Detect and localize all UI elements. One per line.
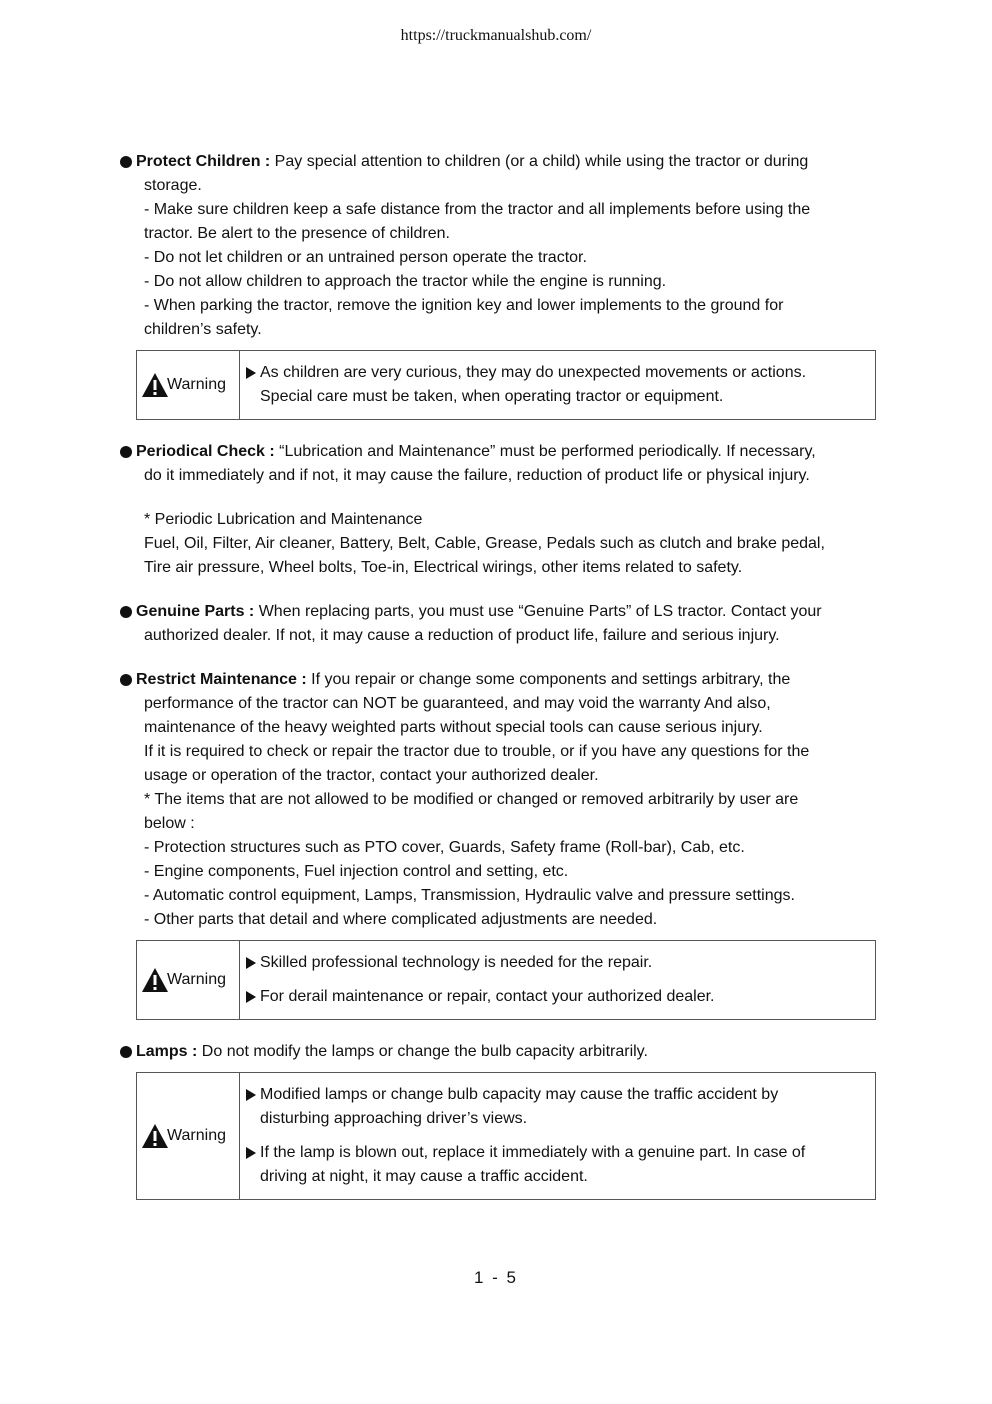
section-title: Restrict Maintenance :	[136, 671, 307, 688]
spacer	[144, 488, 880, 508]
section-0	[120, 150, 880, 420]
warning-line: As children are very curious, they may do unexpected movements or actions.	[260, 364, 807, 381]
section-heading	[120, 150, 880, 174]
section-first-line: Do not modify the lamps or change the bulb capacity arbitrarily.	[197, 1043, 648, 1060]
warning-item	[246, 951, 867, 975]
play-arrow-icon	[246, 1089, 256, 1101]
section-first-line: When replacing parts, you must use “Genuine Parts” of LS tractor. Contact your	[254, 603, 822, 620]
text-line: * The items that are not allowed to be modified or changed or removed arbitrarily by user are	[144, 791, 799, 808]
section-2	[120, 600, 880, 648]
document-body	[120, 150, 880, 1220]
section-title: Genuine Parts :	[136, 603, 255, 620]
header-url: https://truckmanualshub.com/	[400, 27, 592, 44]
warning-triangle-icon	[141, 967, 169, 993]
text-line: maintenance of the heavy weighted parts without special tools can cause serious injury.	[144, 719, 763, 736]
text-line: - When parking the tractor, remove the ignition key and lower implements to the ground for	[144, 297, 784, 314]
warning-line: If the lamp is blown out, replace it immediately with a genuine part. In case of	[260, 1144, 806, 1161]
play-arrow-icon	[246, 1147, 256, 1159]
warning-triangle-icon	[141, 372, 169, 398]
warning-item	[246, 1141, 867, 1189]
section-first-line: “Lubrication and Maintenance” must be performed periodically. If necessary,	[274, 443, 816, 460]
section-heading	[120, 600, 880, 624]
bullet-icon	[120, 674, 132, 686]
text-line: - Make sure children keep a safe distance from the tractor and all implements before using the	[144, 201, 811, 218]
text-line: usage or operation of the tractor, contact your authorized dealer.	[144, 767, 599, 784]
section-body	[120, 624, 880, 648]
section-heading	[120, 668, 880, 692]
warning-text-cell	[240, 351, 876, 420]
warning-item	[246, 1083, 867, 1131]
section-heading	[120, 1040, 880, 1064]
section-title: Lamps :	[136, 1043, 198, 1060]
bullet-icon	[120, 606, 132, 618]
section-first-line: If you repair or change some components and settings arbitrary, the	[306, 671, 791, 688]
section-title: Periodical Check :	[136, 443, 275, 460]
warning-line: Skilled professional technology is needed for the repair.	[260, 954, 653, 971]
text-line: tractor. Be alert to the presence of children.	[144, 225, 450, 242]
text-line: authorized dealer. If not, it may cause a reduction of product life, failure and serious injury.	[144, 627, 780, 644]
warning-label: Warning	[167, 376, 226, 393]
text-line: - Automatic control equipment, Lamps, Transmission, Hydraulic valve and pressure settings.	[144, 887, 795, 904]
text-line: below :	[144, 815, 195, 832]
section-body	[120, 692, 880, 932]
page-number: 1 - 5	[473, 1268, 519, 1287]
play-arrow-icon	[246, 991, 256, 1003]
warning-label-cell	[137, 1073, 240, 1200]
play-arrow-icon	[246, 957, 256, 969]
section-4	[120, 1040, 880, 1200]
warning-text-cell	[240, 1073, 876, 1200]
warning-line: driving at night, it may cause a traffic accident.	[260, 1168, 588, 1185]
warning-line: Modified lamps or change bulb capacity may cause the traffic accident by	[260, 1086, 779, 1103]
warning-triangle-icon	[141, 1123, 169, 1149]
section-first-line: Pay special attention to children (or a child) while using the tractor or during	[270, 153, 809, 170]
warning-box	[136, 1072, 876, 1200]
section-body	[120, 174, 880, 342]
warning-box	[136, 940, 876, 1020]
bullet-icon	[120, 446, 132, 458]
bullet-icon	[120, 156, 132, 168]
text-line: - Engine components, Fuel injection control and setting, etc.	[144, 863, 569, 880]
text-line: - Protection structures such as PTO cover, Guards, Safety frame (Roll-bar), Cab, etc.	[144, 839, 745, 856]
warning-item	[246, 361, 867, 409]
warning-label: Warning	[167, 971, 226, 988]
warning-line: disturbing approaching driver’s views.	[260, 1110, 528, 1127]
text-line: If it is required to check or repair the tractor due to trouble, or if you have any questions for the	[144, 743, 810, 760]
bullet-icon	[120, 1046, 132, 1058]
section-1	[120, 440, 880, 580]
text-line: do it immediately and if not, it may cause the failure, reduction of product life or physical injury.	[144, 467, 810, 484]
section-heading	[120, 440, 880, 464]
warning-line: Special care must be taken, when operating tractor or equipment.	[260, 388, 724, 405]
text-line: Tire air pressure, Wheel bolts, Toe-in, Electrical wirings, other items related to safety.	[144, 559, 743, 576]
text-line: Fuel, Oil, Filter, Air cleaner, Battery, Belt, Cable, Grease, Pedals such as clutch and brake pedal,	[144, 535, 825, 552]
warning-box	[136, 350, 876, 420]
section-title: Protect Children :	[136, 153, 271, 170]
text-line: children’s safety.	[144, 321, 262, 338]
warning-line: For derail maintenance or repair, contact your authorized dealer.	[260, 988, 715, 1005]
warning-item	[246, 985, 867, 1009]
text-line: - Do not let children or an untrained person operate the tractor.	[144, 249, 587, 266]
warning-text-cell	[240, 941, 876, 1020]
section-body	[120, 464, 880, 580]
warning-label: Warning	[167, 1127, 226, 1144]
text-line: - Do not allow children to approach the tractor while the engine is running.	[144, 273, 667, 290]
text-line: performance of the tractor can NOT be guaranteed, and may void the warranty And also,	[144, 695, 771, 712]
warning-label-cell	[137, 351, 240, 420]
text-line: storage.	[144, 177, 202, 194]
play-arrow-icon	[246, 367, 256, 379]
section-3	[120, 668, 880, 1020]
warning-label-cell	[137, 941, 240, 1020]
text-line: - Other parts that detail and where complicated adjustments are needed.	[144, 911, 658, 928]
text-line: * Periodic Lubrication and Maintenance	[144, 511, 423, 528]
